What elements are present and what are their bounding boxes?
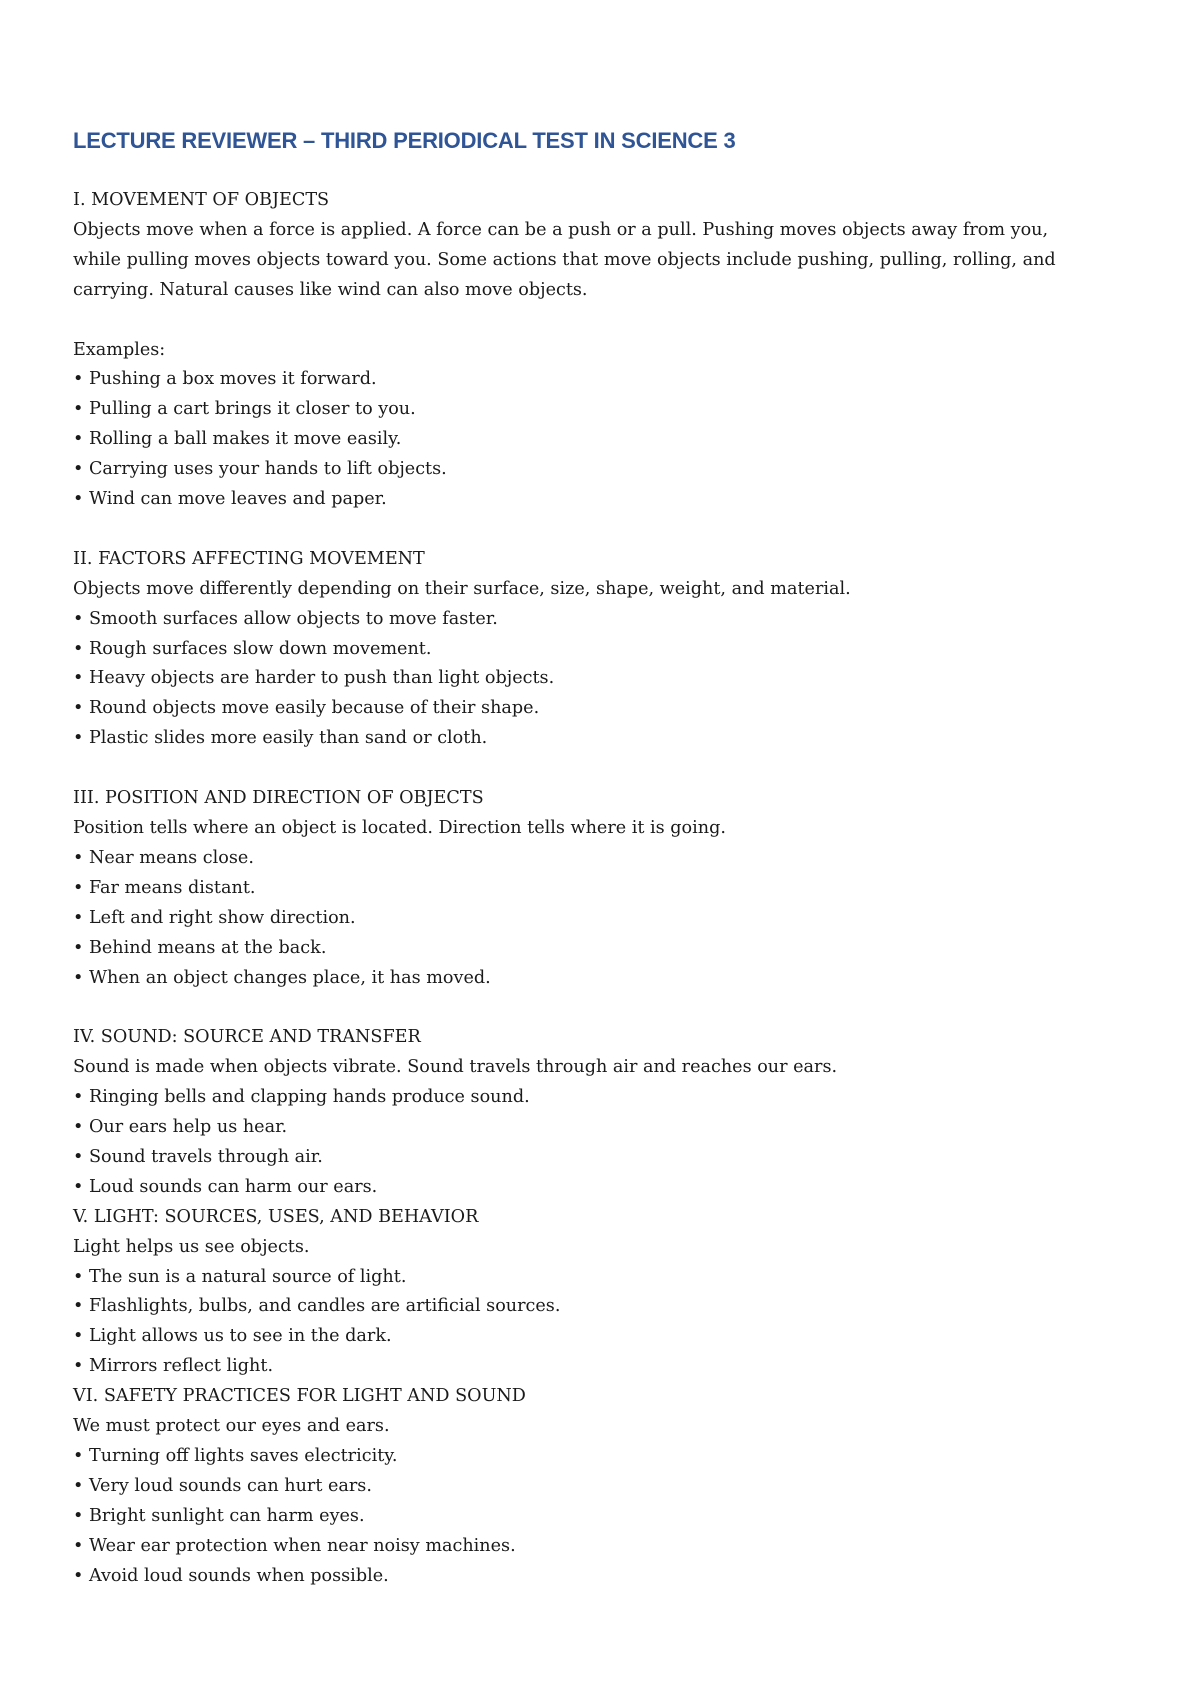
list-item: • Loud sounds can harm our ears. bbox=[73, 1176, 378, 1197]
paragraph-line: Objects move when a force is applied. A force can be a push or a pull. Pushing moves objects away from you, bbox=[73, 219, 1049, 240]
list-item: • Very loud sounds can hurt ears. bbox=[73, 1475, 372, 1496]
section-heading: I. MOVEMENT OF OBJECTS bbox=[73, 190, 330, 210]
spacer bbox=[73, 754, 1133, 784]
list-item: • Smooth surfaces allow objects to move faster. bbox=[73, 608, 498, 629]
section-heading: IV. SOUND: SOURCE AND TRANSFER bbox=[73, 1027, 421, 1048]
list-item: • When an object changes place, it has moved. bbox=[73, 967, 491, 988]
section-intro: Position tells where an object is located. Direction tells where it is going. bbox=[73, 817, 726, 838]
list-item: • Heavy objects are harder to push than light objects. bbox=[73, 668, 555, 689]
list-item: • Wear ear protection when near noisy machines. bbox=[73, 1535, 516, 1556]
document-content bbox=[73, 126, 1133, 1592]
list-item: • Ringing bells and clapping hands produce sound. bbox=[73, 1087, 530, 1108]
page-title: LECTURE REVIEWER – THIRD PERIODICAL TEST IN SCIENCE 3 bbox=[73, 128, 736, 153]
section-intro: Light helps us see objects. bbox=[73, 1236, 310, 1257]
section-sound bbox=[73, 1023, 1133, 1202]
section-intro: We must protect our eyes and ears. bbox=[73, 1416, 390, 1437]
section-heading: V. LIGHT: SOURCES, USES, AND BEHAVIOR bbox=[73, 1206, 479, 1227]
list-item: • Sound travels through air. bbox=[73, 1146, 323, 1167]
section-factors-affecting-movement bbox=[73, 545, 1133, 754]
list-item: • Rolling a ball makes it move easily. bbox=[73, 429, 402, 450]
section-intro: Sound is made when objects vibrate. Sound travels through air and reaches our ears. bbox=[73, 1057, 838, 1078]
list-item: • Far means distant. bbox=[73, 877, 256, 898]
list-item: • Our ears help us hear. bbox=[73, 1117, 288, 1138]
list-item: • Flashlights, bulbs, and candles are artificial sources. bbox=[73, 1296, 561, 1317]
list-item: • Turning off lights saves electricity. bbox=[73, 1446, 398, 1466]
list-item: • Wind can move leaves and paper. bbox=[73, 489, 387, 510]
paragraph-line: while pulling moves objects toward you. Some actions that move objects include pushing, pulling, rolling, and bbox=[73, 249, 1056, 270]
list-item: • Carrying uses your hands to lift objects. bbox=[73, 459, 447, 480]
spacer bbox=[73, 993, 1133, 1023]
list-item: • Pulling a cart brings it closer to you. bbox=[73, 399, 416, 420]
list-item: • Round objects move easily because of their shape. bbox=[73, 698, 540, 719]
section-light bbox=[73, 1203, 1133, 1382]
section-intro: Objects move differently depending on their surface, size, shape, weight, and material. bbox=[73, 578, 851, 599]
list-item: • Rough surfaces slow down movement. bbox=[73, 638, 432, 659]
paragraph-line: carrying. Natural causes like wind can also move objects. bbox=[73, 279, 588, 300]
list-item: • Bright sunlight can harm eyes. bbox=[73, 1505, 365, 1526]
list-item: • Mirrors reflect light. bbox=[73, 1356, 274, 1377]
list-item: • Near means close. bbox=[73, 847, 254, 868]
section-position-and-direction bbox=[73, 784, 1133, 993]
list-item: • Pushing a box moves it forward. bbox=[73, 369, 377, 390]
list-item: • Behind means at the back. bbox=[73, 937, 327, 958]
spacer bbox=[73, 306, 1133, 336]
list-item: • The sun is a natural source of light. bbox=[73, 1266, 407, 1287]
spacer bbox=[73, 515, 1133, 545]
section-heading: VI. SAFETY PRACTICES FOR LIGHT AND SOUND bbox=[73, 1386, 526, 1407]
section-heading: II. FACTORS AFFECTING MOVEMENT bbox=[73, 548, 425, 569]
section-safety-practices bbox=[73, 1382, 1133, 1591]
examples-label: Examples: bbox=[73, 339, 166, 360]
list-item: • Left and right show direction. bbox=[73, 907, 356, 928]
list-item: • Plastic slides more easily than sand or cloth. bbox=[73, 728, 488, 749]
section-heading: III. POSITION AND DIRECTION OF OBJECTS bbox=[73, 788, 484, 809]
list-item: • Light allows us to see in the dark. bbox=[73, 1326, 392, 1347]
section-movement-of-objects bbox=[73, 186, 1133, 515]
list-item: • Avoid loud sounds when possible. bbox=[73, 1565, 389, 1586]
